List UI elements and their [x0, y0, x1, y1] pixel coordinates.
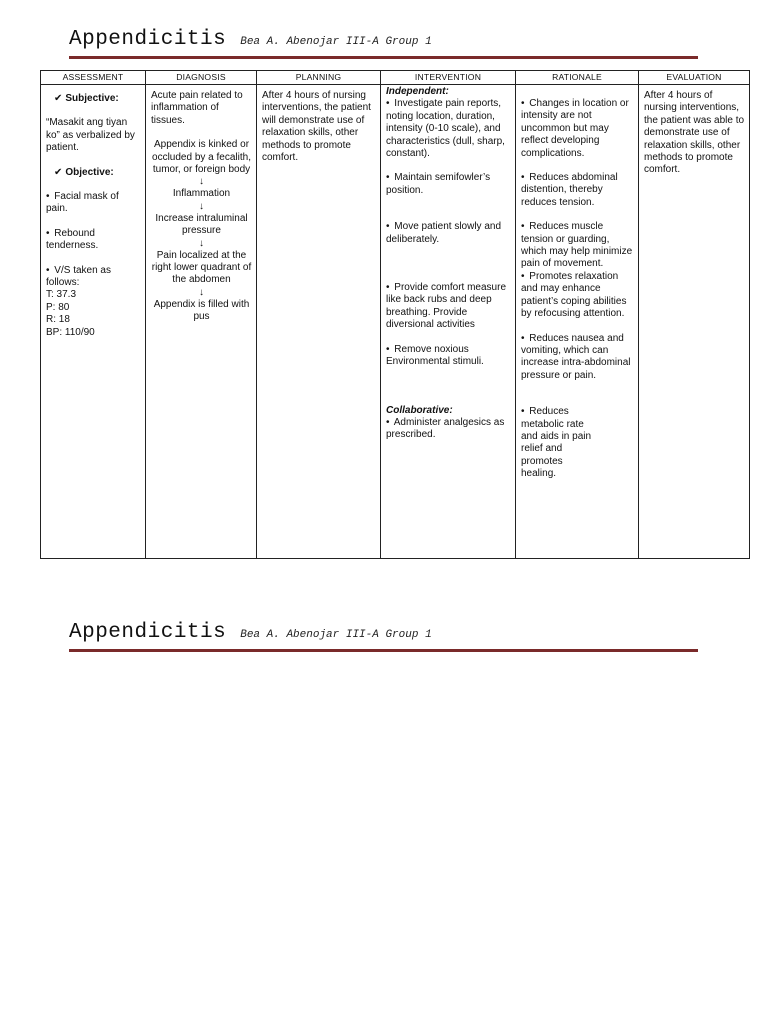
objective-heading: [54, 167, 141, 179]
objective-label: Objective:: [65, 166, 114, 178]
column-header-evaluation: EVALUATION: [639, 71, 750, 85]
bullet-icon: •: [386, 282, 390, 294]
author-byline: Bea A. Abenojar III-A Group 1: [240, 36, 432, 48]
check-icon: ✔: [54, 166, 63, 178]
header-divider: [69, 649, 698, 652]
column-header-diagnosis: DIAGNOSIS: [146, 71, 257, 85]
vital-sign: R: 18: [46, 314, 70, 326]
independent-heading: Independent:: [386, 86, 449, 97]
intervention-item: • Move patient slowly and deliberately.: [386, 221, 502, 245]
column-header-rationale: RATIONALE: [516, 71, 639, 85]
bullet-icon: •: [386, 172, 390, 184]
rationale-item: • Reduces nausea and vomiting, which can increase intra-abdominal pressure or pain.: [521, 332, 631, 381]
header-divider: [69, 56, 698, 59]
planning-text: After 4 hours of nursing interventions, the patient will demonstrate use of relaxation skills, other methods to promote comfort.: [262, 90, 371, 164]
objective-item: • V/S taken as follows:: [46, 264, 111, 289]
bullet-icon: •: [521, 172, 525, 184]
intervention-item: • Remove noxious Environmental stimuli.: [386, 343, 484, 368]
bullet-icon: •: [521, 221, 525, 233]
page-title: Appendicitis: [69, 28, 227, 51]
author-byline: Bea A. Abenojar III-A Group 1: [240, 629, 432, 641]
pathway-step: Inflammation: [172, 188, 231, 200]
page-header: [69, 621, 698, 652]
objective-item: • Rebound tenderness.: [46, 227, 99, 252]
column-header-assessment: ASSESSMENT: [41, 71, 146, 85]
bullet-icon: •: [46, 264, 50, 276]
intervention-item: • Provide comfort measure like back rubs and deep breathing. Provide diversional activities: [386, 282, 507, 331]
planning-cell: [257, 85, 381, 559]
diagnosis-cell: [146, 85, 257, 559]
bullet-icon: •: [386, 416, 390, 428]
vital-sign: T: 37.3: [46, 289, 77, 301]
diagnosis-statement: Acute pain related to inflammation of tissues.: [151, 90, 243, 126]
column-header-planning: PLANNING: [257, 71, 381, 85]
bullet-icon: •: [521, 270, 525, 282]
arrow-down-icon: ↓: [199, 237, 204, 249]
rationale-item: • Reduces abdominal distention, thereby reduces tension.: [521, 172, 618, 208]
bullet-icon: •: [46, 191, 50, 203]
objective-item: • Facial mask of pain.: [46, 191, 119, 215]
subjective-heading: [54, 93, 141, 105]
rationale-cell: [516, 85, 639, 559]
pathway-step: Appendix is kinked or occluded by a fecalith, tumor, or foreign body: [152, 139, 251, 176]
assessment-cell: [41, 85, 146, 559]
arrow-down-icon: ↓: [199, 176, 204, 188]
arrow-down-icon: ↓: [199, 286, 204, 298]
subjective-text: “Masakit ang tiyan ko” as verbalized by patient.: [46, 117, 135, 154]
pathway-step: Appendix is filled with pus: [153, 298, 250, 323]
bullet-icon: •: [521, 406, 525, 418]
bullet-icon: •: [386, 221, 390, 233]
arrow-down-icon: ↓: [199, 200, 204, 212]
evaluation-text: After 4 hours of nursing interventions, the patient was able to demonstrate use of relaxation skills, other methods to promote comfort.: [644, 90, 745, 176]
rationale-item: • Reduces muscle tension or guarding, which may help minimize pain of movement.: [521, 221, 633, 270]
column-header-intervention: INTERVENTION: [381, 71, 516, 85]
evaluation-cell: [639, 85, 750, 559]
intervention-cell: [381, 85, 516, 559]
intervention-item: • Maintain semifowler’s position.: [386, 172, 491, 196]
pathway-step: Increase intraluminal pressure: [155, 212, 248, 237]
vital-sign: P: 80: [46, 301, 70, 313]
intervention-item: • Investigate pain reports, noting location, duration, intensity (0-10 scale), and characteristics (dull, sharp, constant).: [386, 98, 505, 160]
bullet-icon: •: [386, 98, 390, 110]
bullet-icon: •: [521, 98, 525, 109]
nursing-care-plan-table: [40, 70, 750, 559]
subjective-label: Subjective:: [65, 93, 119, 104]
pathway-step: Pain localized at the right lower quadrant of the abdomen: [151, 249, 252, 286]
vital-sign: BP: 110/90: [46, 326, 95, 338]
rationale-item: • Promotes relaxation and may enhance patient’s coping abilities by refocusing attention.: [521, 270, 627, 320]
bullet-icon: •: [46, 227, 50, 239]
table-header-row: [41, 71, 750, 85]
bullet-icon: •: [521, 332, 525, 344]
rationale-item: • Changes in location or intensity are not uncommon but may reflect developing complications.: [521, 98, 629, 159]
collaborative-heading: Collaborative:: [386, 404, 453, 416]
rationale-item: • Reduces metabolic rate and aids in pain relief and promotes healing.: [521, 406, 592, 480]
bullet-icon: •: [386, 343, 390, 355]
check-icon: ✔: [54, 93, 63, 104]
page-title: Appendicitis: [69, 621, 227, 644]
intervention-item: • Administer analgesics as prescribed.: [386, 416, 505, 441]
table-row: [41, 85, 750, 559]
page-header: [69, 28, 698, 59]
